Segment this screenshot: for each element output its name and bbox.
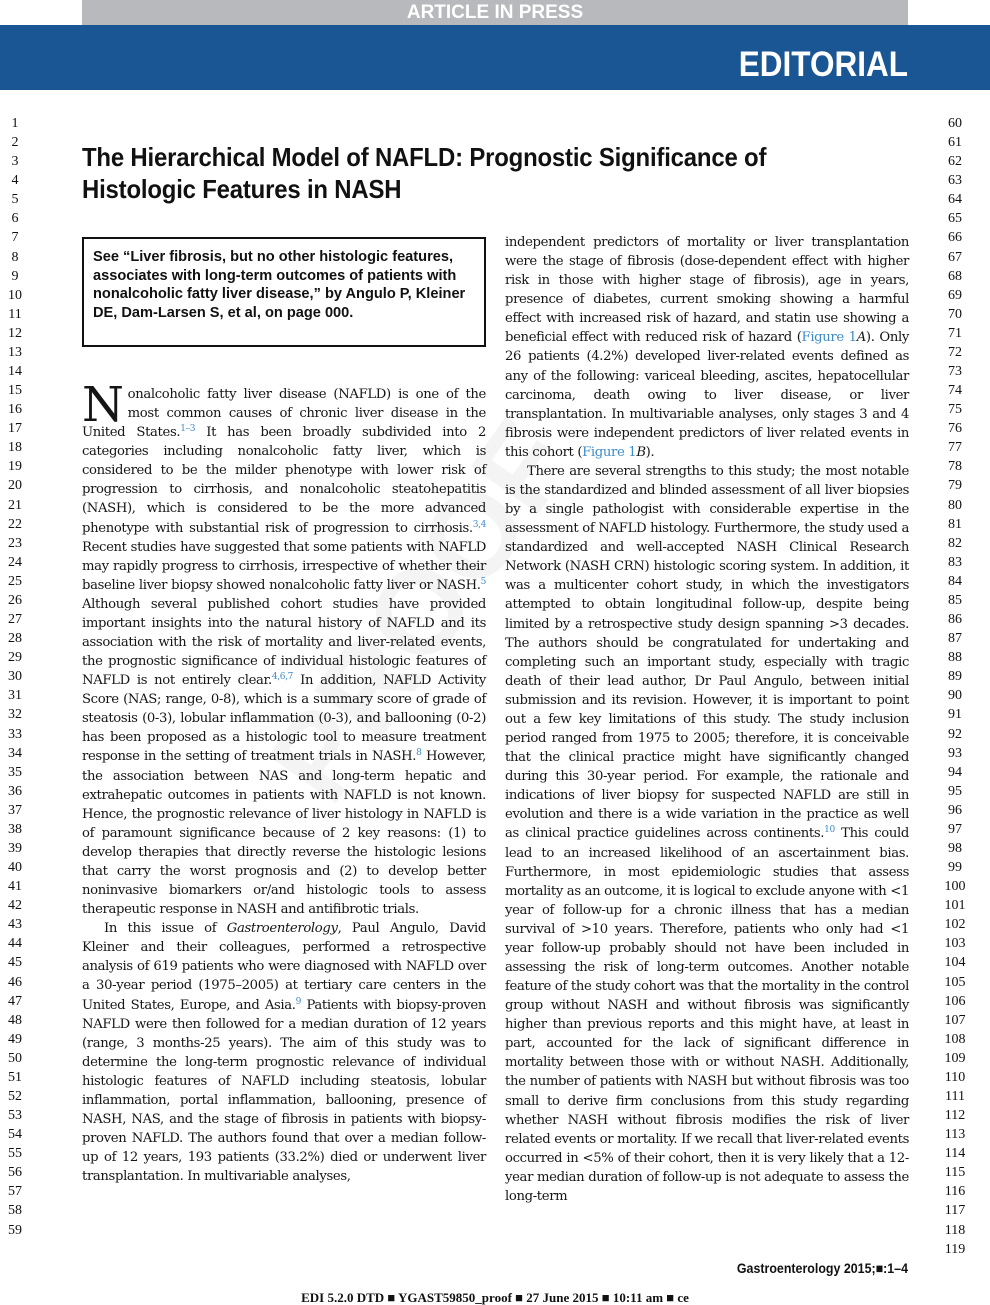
- line-number: 115: [944, 1165, 966, 1181]
- journal-name: Gastroenterology: [226, 921, 338, 937]
- line-number: 90: [948, 688, 962, 704]
- line-number: 75: [948, 402, 962, 418]
- line-number: 65: [948, 211, 962, 227]
- line-number: 53: [8, 1108, 22, 1124]
- line-number: 108: [944, 1031, 966, 1047]
- paragraph-text: , Paul Angulo, David Kleiner and their colleagues, performed a retrospective analysis of 619 patients who were diagnosed with NAFLD over a 30-year period (1975–2005) at tertiary care centers in the United States, Europe, and Asia.: [82, 921, 487, 1013]
- line-number: 4: [11, 173, 19, 189]
- line-number: 19: [8, 459, 22, 475]
- line-number: 33: [8, 726, 22, 742]
- line-number: 110: [944, 1069, 966, 1085]
- line-number: 52: [8, 1088, 22, 1104]
- line-number: 102: [944, 917, 966, 933]
- line-number: 40: [8, 860, 22, 876]
- line-number: 116: [944, 1184, 966, 1200]
- paragraph-text: Patients with biopsy-proven NAFLD were then followed for a median duration of 12 years (range, 3 months-25 years). The aim of this study was to determine the long-term prognostic relevance of individual histologic features of NAFLD including steatosis, lobular inflammation, portal inflammation, ballooning, presence of NASH, NAS, and the stage of fibrosis in patients with biopsy-proven NAFLD. The authors found that over a median follow-up of 12 years, 193 patients (33.2%) died or underwent liver transplantation. In multivariable analyses,: [82, 997, 486, 1185]
- line-number: 92: [948, 726, 962, 742]
- line-number: 78: [948, 459, 962, 475]
- line-number: 66: [948, 230, 962, 246]
- line-number: 21: [8, 497, 22, 513]
- line-number: 35: [8, 764, 22, 780]
- line-number: 3: [11, 154, 19, 170]
- line-number: 8: [11, 249, 19, 265]
- line-number: 15: [8, 383, 22, 399]
- reference-link[interactable]: 4,6,7: [271, 672, 294, 683]
- line-number: 56: [8, 1165, 22, 1181]
- line-number: 60: [948, 116, 962, 131]
- line-number: 13: [8, 344, 22, 360]
- line-number: 50: [8, 1050, 22, 1066]
- paragraph-text: This could lead to an increased likelihood of an ascertainment bias. Furthermore, in most epidemiologic studies that assess mortality as an outcome, it is logical to exclude anyone with <1 year of follow-up for a chronic illness that has a median survival of >10 years. Therefore, patients who only had <1 year follow-up probably should not have been included in assessing the risk of long-term outcomes. Another notable feature of the study cohort was that the mortality in the control group without NASH and without fibrosis was significantly higher than previous reports and this might have, at least in part, accounted for the lack of significant difference in mortality between those with or without NASH. Additionally, the number of patients with NASH but without fibrosis was too small to derive firm conclusions from this study regarding whether NASH without fibrosis modifies the risk of liver related events or mortality. If we recall that liver-related events occurred in <5% of their cohort, then it is very likely that a 12-year median duration of follow-up is not adequate to assess the long-term: [505, 826, 909, 1204]
- line-number: 11: [8, 306, 22, 322]
- line-number: 47: [8, 993, 22, 1009]
- paragraph-text: Although several published cohort studies have provided important insights into the natural history of NAFLD and its association with the risk of mortality and liver-related events, the prognostic significance of individual histologic features of NAFLD is not entirely clear.: [82, 596, 486, 689]
- line-number: 39: [8, 840, 22, 856]
- line-number: 38: [8, 821, 22, 837]
- line-number: 71: [948, 325, 962, 341]
- line-number: 24: [8, 554, 22, 570]
- line-number: 49: [8, 1031, 22, 1047]
- paragraph: [82, 919, 486, 1186]
- line-number: 37: [8, 802, 22, 818]
- section-banner: [0, 25, 990, 90]
- line-number: 5: [11, 192, 19, 208]
- paragraph-text: onalcoholic fatty liver disease (NAFLD) is one of the most common causes of chronic liver disease in the United States.: [82, 387, 486, 441]
- line-number: 9: [11, 268, 19, 284]
- right-column: [505, 233, 909, 1206]
- section-label: EDITORIAL: [738, 45, 908, 84]
- paragraph: [505, 462, 909, 1206]
- line-number: 16: [8, 402, 22, 418]
- article-in-press-label: ARTICLE IN PRESS: [406, 2, 584, 23]
- paragraph-text: independent predictors of mortality or liver transplantation were the stage of fibrosis (dose-dependent effect with higher risk in those with higher stage of fibrosis), age in years, presence of diabetes, current smoking showing a harmful effect with increased risk of hazard, and statin use showing a beneficial effect with reduced risk of hazard (: [505, 235, 909, 346]
- line-number: 69: [948, 287, 962, 303]
- figure-panel-letter: A: [856, 330, 866, 346]
- line-number: 91: [948, 707, 962, 723]
- line-number: 101: [944, 898, 966, 914]
- article-title: [82, 141, 800, 205]
- line-number: 42: [8, 898, 22, 914]
- figure-link[interactable]: Figure 1: [801, 330, 857, 346]
- line-number: 114: [944, 1146, 966, 1162]
- line-number: 76: [948, 421, 962, 437]
- reference-link[interactable]: 9: [295, 996, 302, 1007]
- line-number: 2: [11, 135, 19, 151]
- line-number: 113: [944, 1127, 966, 1143]
- line-number: 85: [948, 592, 962, 608]
- reference-link[interactable]: 5: [480, 576, 486, 587]
- line-number: 111: [945, 1088, 965, 1104]
- line-number: 34: [8, 745, 22, 761]
- paragraph-text: ).: [645, 444, 655, 460]
- line-number: 73: [948, 364, 962, 380]
- line-number: 104: [944, 955, 966, 971]
- line-number: 63: [948, 173, 962, 189]
- line-number: 117: [944, 1203, 966, 1219]
- line-number: 29: [8, 650, 22, 666]
- line-number: 43: [8, 917, 22, 933]
- line-number: 118: [944, 1222, 966, 1238]
- line-number: 74: [948, 383, 962, 399]
- line-number: 103: [944, 936, 966, 952]
- line-number: 86: [948, 612, 962, 628]
- paragraph-text: There are several strengths to this study; the most notable is the standardized and blinded assessment of all liver biopsies by a single pathologist with considerable expertise in the assessment of NAFLD histology. Furthermore, the study used a standardized and well-accepted NASH Clinical Research Network (NASH CRN) histologic scoring system. In addition, it was a multicenter cohort study, in which the investigators attempted to obtain longitudinal follow-up, despite being limited by a retrospective study design spanning >3 decades. The authors should be congratulated for undertaking and completing such an important study, especially with tragic death of their lead author, Dr Paul Angulo, between initial submission and its revision. However, it is important to point out a few key limitations of this study. The study inclusion period ranged from 1975 to 2005; therefore, it is conceivable that the clinical practice might have significantly changed during this 30-year period. For example, the rationale and indications of liver biopsy for suspected NAFLD are still in evolution and there is a wide variation in the practice as well as clinical practice guidelines across continents.: [505, 463, 909, 842]
- proof-info-line: EDI 5.2.0 DTD ■ YGAST59850_proof ■ 27 June 2015 ■ 10:11 am ■ ce: [301, 1290, 689, 1305]
- line-number: 10: [8, 287, 22, 303]
- line-number: 93: [948, 745, 962, 761]
- line-number: 23: [8, 535, 22, 551]
- line-number: 80: [948, 497, 962, 513]
- line-number: 67: [948, 249, 962, 265]
- figure-panel-letter: B: [636, 444, 646, 460]
- line-number: 17: [8, 421, 22, 437]
- line-number: 12: [8, 325, 22, 341]
- line-number: 58: [8, 1203, 22, 1219]
- line-number: 81: [948, 516, 962, 532]
- paragraph: [505, 233, 909, 462]
- line-number: 7: [11, 230, 19, 246]
- journal-citation: Gastroenterology 2015;■:1–4: [736, 1261, 908, 1276]
- line-number: 18: [8, 440, 22, 456]
- line-number: 26: [8, 592, 22, 608]
- paragraph-text: Recent studies have suggested that some patients with NAFLD may rapidly progress to cirrhosis, irrespective of whether their baseline liver biopsy showed nonalcoholic fatty liver or NASH.: [82, 539, 486, 593]
- figure-link[interactable]: Figure 1: [582, 444, 637, 460]
- line-number: 105: [944, 974, 966, 990]
- paragraph-text: It has been broadly subdivided into 2 categories including nonalcoholic fatty liver, which is considered to be the milder phenotype with lower risk of progression to cirrhosis, and nonalcoholic steatohepatitis (NASH), which is considered to be the more advanced phenotype with substantial risk of progression to cirrhosis.: [82, 425, 486, 536]
- line-number: 27: [8, 612, 22, 628]
- line-number: 89: [948, 669, 962, 685]
- line-number: 119: [944, 1241, 966, 1257]
- paragraph-text: ). Only 26 patients (4.2%) developed liver-related events defined as any of the following: variceal bleeding, ascites, hepatocellular carcinoma, death owing to liver disease, or liver transplantation. In multivariable analyses, only stages 3 and 4 fibrosis were independent predictors of liver related events in this cohort (: [505, 330, 909, 460]
- line-number: 46: [8, 974, 22, 990]
- line-number: 106: [944, 993, 966, 1009]
- line-number: 31: [8, 688, 22, 704]
- line-number: 48: [8, 1012, 22, 1028]
- see-also-box: [82, 237, 486, 347]
- line-number: 41: [8, 879, 22, 895]
- reference-link[interactable]: 1–3: [180, 424, 196, 435]
- line-number: 20: [8, 478, 22, 494]
- paragraph-text: In this issue of: [104, 921, 227, 937]
- line-number: 6: [11, 211, 19, 227]
- line-number: 51: [8, 1069, 22, 1085]
- line-number: 84: [948, 573, 962, 589]
- line-number: 100: [944, 879, 966, 895]
- reference-link[interactable]: 3,4: [472, 519, 486, 530]
- line-number: 88: [948, 650, 962, 666]
- line-number: 94: [948, 764, 962, 780]
- line-numbers-left: [0, 114, 30, 1240]
- line-number: 22: [8, 516, 22, 532]
- line-number: 83: [948, 554, 962, 570]
- line-number: 30: [8, 669, 22, 685]
- line-number: 96: [948, 802, 962, 818]
- reference-link[interactable]: 8: [416, 748, 422, 759]
- line-number: 95: [948, 783, 962, 799]
- line-number: 64: [948, 192, 962, 208]
- drop-cap: N: [82, 377, 124, 433]
- line-number: 72: [948, 344, 962, 360]
- left-column: [82, 377, 487, 1186]
- line-number: 59: [8, 1222, 22, 1238]
- line-number: 28: [8, 631, 22, 647]
- line-number: 112: [944, 1108, 966, 1124]
- line-number: 97: [948, 821, 962, 837]
- line-number: 87: [948, 631, 962, 647]
- article-in-press-bar: [82, 0, 908, 25]
- line-numbers-right: [940, 114, 970, 1259]
- line-number: 55: [8, 1146, 22, 1162]
- line-number: 68: [948, 268, 962, 284]
- line-number: 109: [944, 1050, 966, 1066]
- line-number: 14: [8, 364, 22, 380]
- line-number: 61: [948, 135, 962, 151]
- line-number: 36: [8, 783, 22, 799]
- paragraph-text: However, the association between NAS and long-term hepatic and extrahepatic outcomes in patients with NAFLD is not known. Hence, the prognostic relevance of liver histology in NAFLD is of paramount significance because of 2 key reasons: (1) to develop therapies that directly reverse the histologic lesions that carry the worst prognosis and (2) to develop better noninvasive biomarkers or/and histologic tools to assess therapeutic response in NASH and antifibrotic trials.: [82, 749, 487, 918]
- see-also-text: See “Liver fibrosis, but no other histologic features, associates with long-term outcomes of patients with nonalcoholic fatty liver disease,” by Angulo P, Kleiner DE, Dam-Larsen S, et al, on page 000.: [93, 249, 466, 321]
- reference-link[interactable]: 10: [824, 825, 835, 836]
- line-number: 98: [948, 840, 962, 856]
- line-number: 62: [948, 154, 962, 170]
- line-number: 77: [948, 440, 962, 456]
- paragraph-text: In addition, NAFLD Activity Score (NAS; range, 0-8), which is a summary score of grade of steatosis (0-3), lobular inflammation (0-3), and ballooning (0-2) has been proposed as a histologic tool to measure treatment response in the setting of treatment trials in NASH.: [82, 673, 486, 765]
- line-number: 107: [944, 1012, 966, 1028]
- line-number: 1: [11, 116, 19, 131]
- line-number: 25: [8, 573, 22, 589]
- line-number: 99: [948, 860, 962, 876]
- line-number: 44: [8, 936, 22, 952]
- article-title-line-2: Histologic Features in NASH: [82, 174, 402, 204]
- paragraph: [82, 377, 487, 919]
- line-number: 57: [8, 1184, 22, 1200]
- line-number: 45: [8, 955, 22, 971]
- line-number: 32: [8, 707, 22, 723]
- line-number: 54: [8, 1127, 22, 1143]
- line-number: 82: [948, 535, 962, 551]
- line-number: 70: [948, 306, 962, 322]
- article-title-line-1: The Hierarchical Model of NAFLD: Prognostic Significance of: [82, 142, 767, 172]
- line-number: 79: [948, 478, 962, 494]
